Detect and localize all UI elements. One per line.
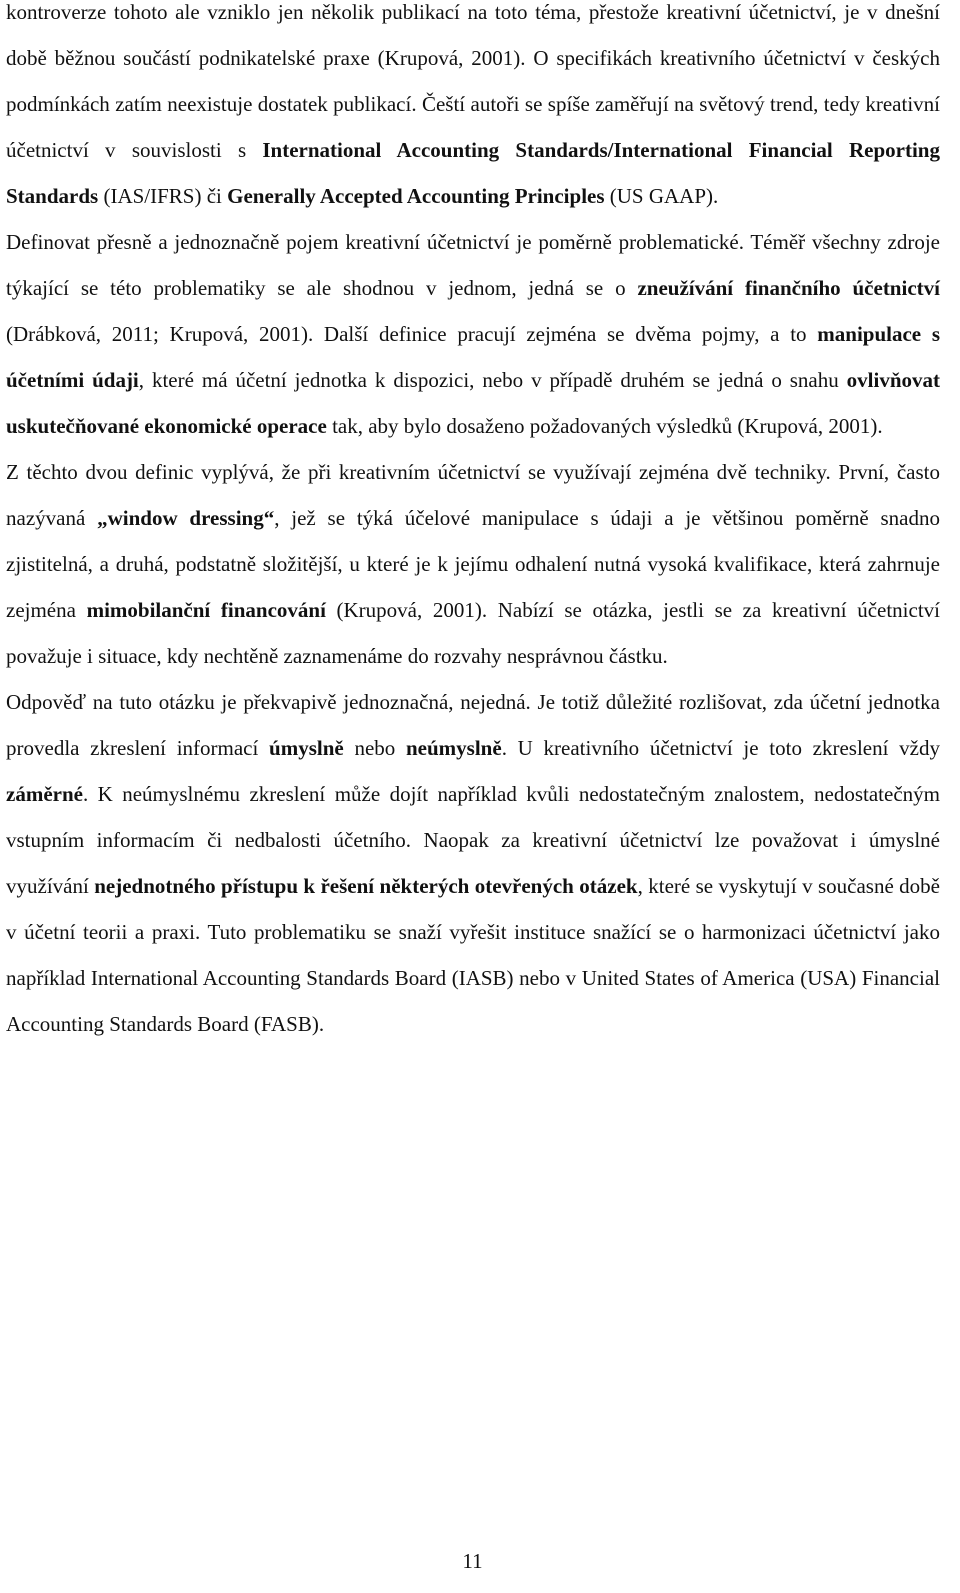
- bold-term: mimobilanční financování: [86, 598, 326, 622]
- text-run: , které se vyskytují v současné době v účetní teorii a praxi. Tuto problematiku se snaží vyřešit instituce snažící se o harmonizaci účetnictví jako například International Accounting Standards Board (IASB) nebo v United States of America (USA) Financial Accounting Standards Board (FASB).: [6, 874, 940, 1036]
- bold-term: manipulace s účetními údaji: [6, 322, 940, 392]
- text-run: (Drábková, 2011; Krupová, 2001). Další definice pracují zejména se dvěma pojmy, a to: [6, 322, 818, 346]
- text-run: , jež se týká účelové manipulace s údaji a je většinou poměrně snadno zjistitelná, a druhá, podstatně složitější, u které je k jejímu odhalení nutná vysoká kvalifikace, která zahrnuje zejména: [6, 506, 940, 622]
- bold-term: nejednotného přístupu k řešení některých otevřených otázek: [94, 874, 638, 898]
- text-run: (IAS/IFRS) či: [98, 184, 228, 208]
- text-run: (US GAAP).: [604, 184, 719, 208]
- bold-term: úmyslně: [269, 736, 344, 760]
- text-run: (Krupová, 2001). Nabízí se otázka, jestli se za kreativní účetnictví považuje i situace, kdy nechtěně zaznamenáme do rozvahy nesprávnou částku.: [6, 598, 941, 668]
- text-run: nebo: [343, 736, 406, 760]
- bold-term: International Accounting Standards/International Financial Reporting Standards: [6, 138, 940, 208]
- document-page: [6, 0, 940, 1047]
- paragraph-1: [6, 0, 940, 219]
- bold-term: „window dressing“: [97, 506, 275, 530]
- text-run: Z těchto dvou definic vyplývá, že při kreativním účetnictví se využívají zejména dvě techniky. První, často nazývaná: [6, 460, 940, 530]
- text-run: . U kreativního účetnictví je toto zkreslení vždy: [501, 736, 940, 760]
- text-run: . K neúmyslnému zkreslení může dojít například kvůli nedostatečným znalostem, nedostatečným vstupním informacím či nedbalosti účetního. Naopak za kreativní účetnictví lze považovat i úmyslné využívání: [6, 782, 940, 898]
- text-run: , které má účetní jednotka k dispozici, nebo v případě druhém se jedná o snahu: [138, 368, 847, 392]
- bold-term: Generally Accepted Accounting Principles: [227, 184, 605, 208]
- page-number: 11: [462, 1549, 483, 1573]
- paragraph-4: [6, 679, 940, 1047]
- text-run: tak, aby bylo dosaženo požadovaných výsledků (Krupová, 2001).: [326, 414, 883, 438]
- text-run: kontroverze tohoto ale vzniklo jen několik publikací na toto téma, přestože kreativní účetnictví, je v dnešní době běžnou součástí podnikatelské praxe (Krupová, 2001). O specifikách kreativního účetnictví v českých podmínkách zatím neexistuje dostatek publikací. Čeští autoři se spíše zaměřují na světový trend, tedy kreativní účetnictví v souvislosti s: [6, 0, 940, 162]
- paragraph-2: [6, 219, 940, 449]
- bold-term: záměrné: [6, 782, 83, 806]
- bold-term: neúmyslně: [406, 736, 502, 760]
- bold-term: ovlivňovat uskutečňované ekonomické operace: [6, 368, 941, 438]
- text-run: Definovat přesně a jednoznačně pojem kreativní účetnictví je poměrně problematické. Téměř všechny zdroje týkající se této problematiky se ale shodnou v jednom, jedná se o: [6, 230, 940, 300]
- paragraph-3: [6, 449, 940, 679]
- text-run: Odpověď na tuto otázku je překvapivě jednoznačná, nejedná. Je totiž důležité rozlišovat, zda účetní jednotka provedla zkreslení informací: [6, 690, 940, 760]
- bold-term: zneužívání finančního účetnictví: [637, 276, 940, 300]
